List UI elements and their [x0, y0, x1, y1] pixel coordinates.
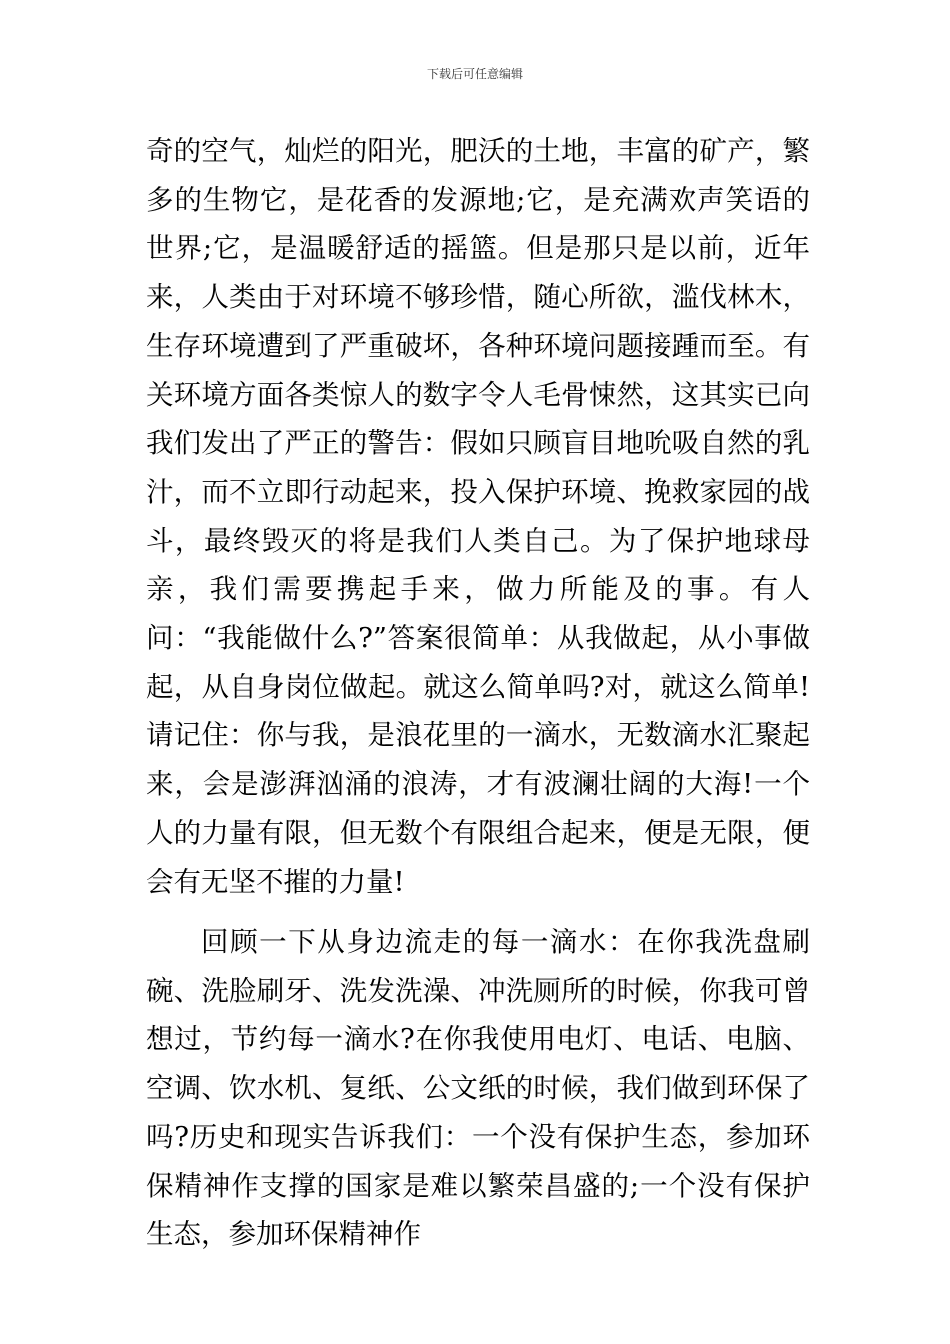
paragraph-2: 回顾一下从身边流走的每一滴水：在你我洗盘刷碗、洗脸刷牙、洗发洗澡、冲洗厕所的时候，你我可曾想过，节约每一滴水?在你我使用电灯、电话、电脑、空调、饮水机、复纸、公文纸的时候，我们做到环保了吗?历史和现实告诉我们：一个没有保护生态，参加环保精神作支撑的国家是难以繁荣昌盛的;一个没有保护生态，参加环保精神作	[146, 926, 810, 1251]
paragraph-1: 奇的空气，灿烂的阳光，肥沃的土地，丰富的矿产，繁多的生物它，是花香的发源地;它，是充满欢声笑语的世界;它，是温暖舒适的摇篮。但是那只是以前，近年来，人类由于对环境不够珍惜，随心所欲，滥伐林木，生存环境遭到了严重破坏，各种环境问题接踵而至。有关环境方面各类惊人的数字令人毛骨悚然，这其实已向我们发出了严正的警告：假如只顾盲目地吮吸自然的乳汁，而不立即行动起来，投入保护环境、挽救家园的战斗，最终毁灭的将是我们人类自己。为了保护地球母亲，我们需要携起手来，做力所能及的事。有人问：“我能做什么?”答案很简单：从我做起，从小事做起，从自身岗位做起。就这么简单吗?对，就这么简单!请记住：你与我，是浪花里的一滴水，无数滴水汇聚起来，会是澎湃汹涌的浪涛，才有波澜壮阔的大海!一个人的力量有限，但无数个有限组合起来，便是无限，便会有无坚不摧的力量!	[146, 135, 810, 898]
page-header: 下载后可任意编辑	[426, 67, 523, 81]
